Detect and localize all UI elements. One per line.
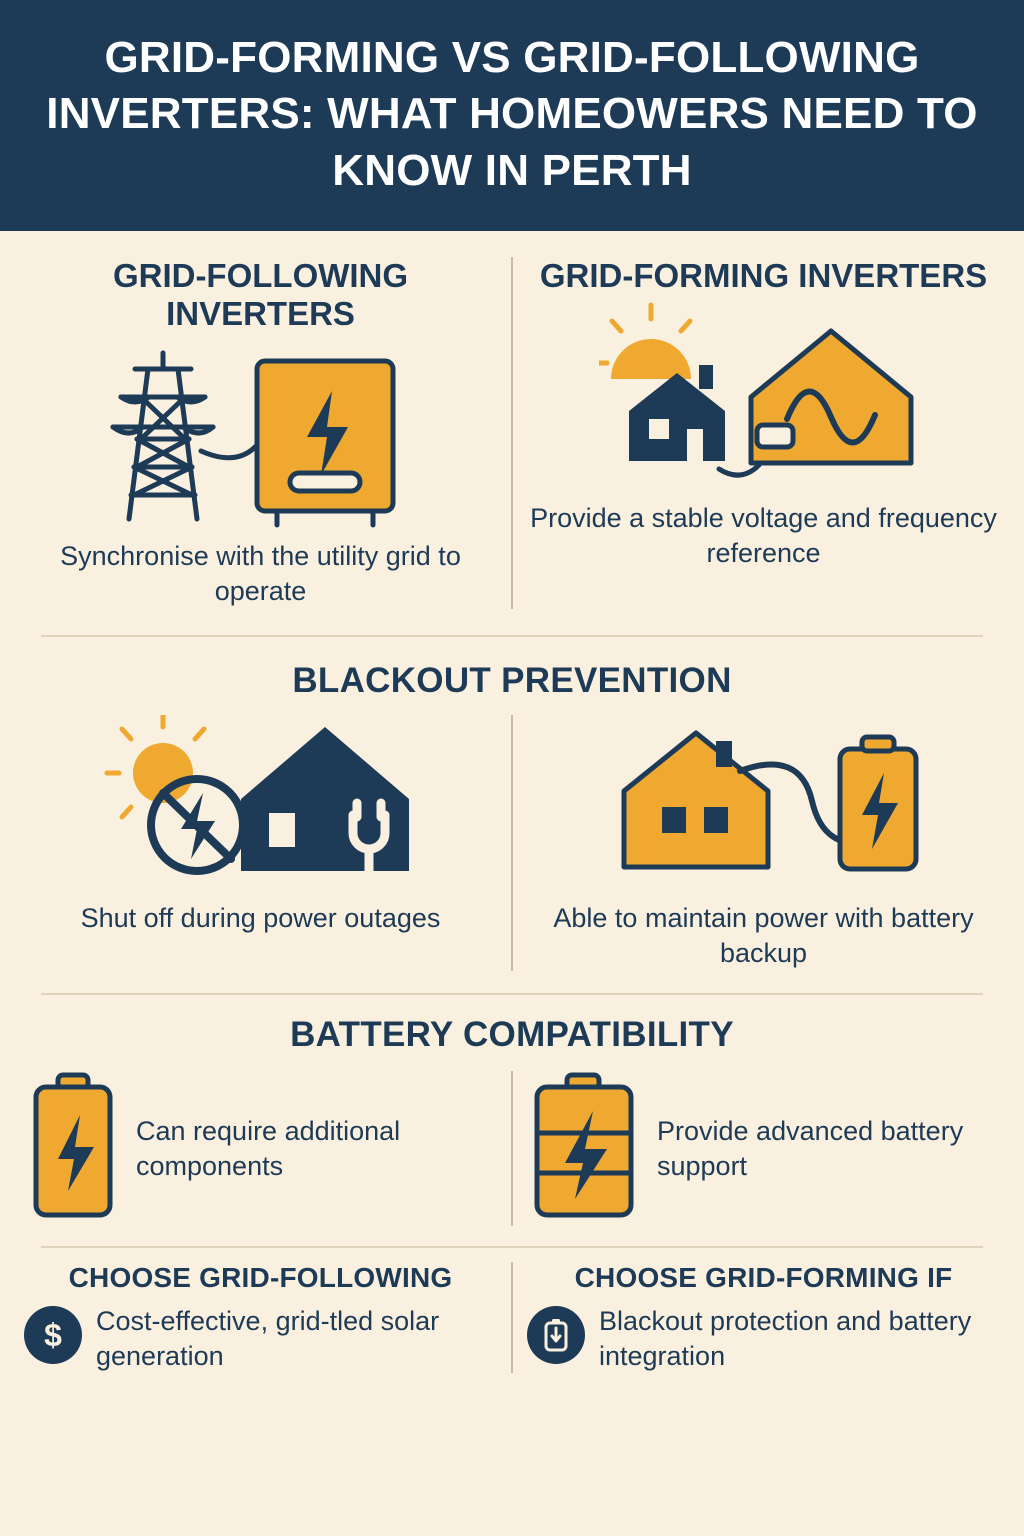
battery-right-caption: Provide advanced battery support: [657, 1115, 964, 1181]
blackout-left: [10, 715, 511, 971]
choose-grid-forming: [513, 1262, 1014, 1373]
section-choose: [0, 1248, 1024, 1373]
grid-forming-heading: GRID-FORMING INVERTERS: [539, 256, 988, 294]
grid-forming-caption: Provide a stable voltage and frequency reference: [530, 502, 997, 568]
pylon-and-inverter-icon: [26, 339, 495, 539]
blackout-right-caption: Able to maintain power with battery backup: [553, 903, 974, 969]
battery-left: [10, 1071, 511, 1226]
battery-bolt-icon: [26, 1071, 118, 1226]
blackout-title: BLACKOUT PREVENTION: [292, 661, 732, 700]
grid-following-heading: GRID-FOLLOWING INVERTERS: [112, 256, 409, 332]
choose-following-heading: CHOOSE GRID-FOLLOWING: [68, 1262, 453, 1294]
choose-forming-text: Blackout protection and battery integration: [599, 1306, 972, 1371]
column-grid-forming: [513, 257, 1014, 609]
choose-grid-following: [10, 1262, 511, 1373]
section-inverter-types: [0, 231, 1024, 609]
section-blackout-prevention: [0, 637, 1024, 971]
grid-following-caption: Synchronise with the utility grid to operate: [60, 540, 461, 606]
sun-house-waveform-icon: [529, 301, 998, 501]
battery-right: [513, 1071, 1014, 1226]
battery-title: BATTERY COMPATIBILITY: [290, 1015, 734, 1055]
battery-badge-icon: [527, 1306, 585, 1364]
house-battery-icon: [529, 715, 998, 895]
sun-house-no-power-icon: [26, 715, 495, 895]
choose-following-text: Cost-effective, grid-tled solar generation: [96, 1306, 440, 1371]
column-grid-following: [10, 257, 511, 609]
battery-advanced-icon: [529, 1071, 639, 1226]
section-battery-compatibility: [0, 995, 1024, 1226]
blackout-right: [513, 715, 1014, 971]
header-banner: [0, 0, 1024, 231]
dollar-icon: $: [24, 1306, 82, 1364]
blackout-left-caption: Shut off during power outages: [80, 903, 441, 933]
choose-forming-heading: CHOOSE GRID-FORMING IF: [574, 1262, 953, 1294]
battery-left-caption: Can require additional components: [136, 1115, 401, 1181]
page-title: GRID-FORMING VS GRID-FOLLOWING INVERTERS: WHAT HOMEOWERS NEED TO KNOW IN PERTH: [46, 33, 978, 195]
